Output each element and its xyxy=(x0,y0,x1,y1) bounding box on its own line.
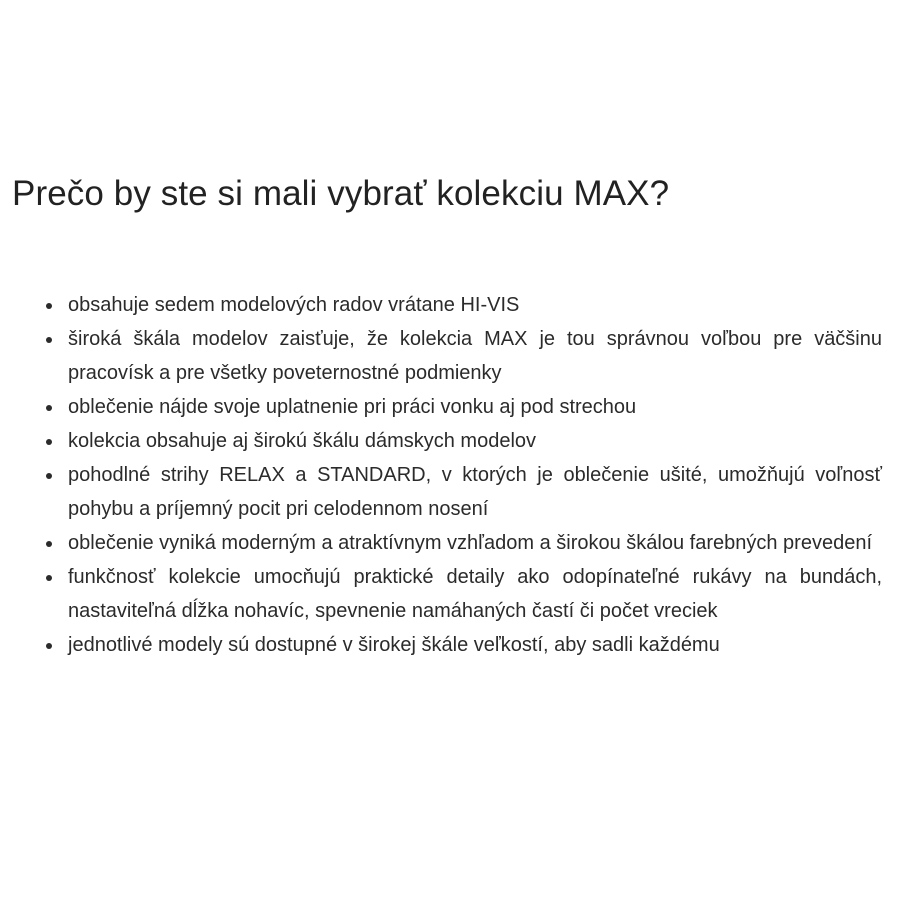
content-section xyxy=(12,168,882,656)
feature-item: oblečenie vyniká moderným a atraktívnym vzhľadom a širokou škálou farebných prevedení xyxy=(68,526,882,560)
feature-list xyxy=(68,288,882,662)
page-heading: Prečo by ste si mali vybrať kolekciu MAX? xyxy=(12,174,670,213)
feature-item: jednotlivé modely sú dostupné v širokej škále veľkostí, aby sadli každému xyxy=(68,628,882,662)
feature-item: oblečenie nájde svoje uplatnenie pri práci vonku aj pod strechou xyxy=(68,390,882,424)
feature-item: kolekcia obsahuje aj širokú škálu dámskych modelov xyxy=(68,424,882,458)
feature-item: pohodlné strihy RELAX a STANDARD, v ktorých je oblečenie ušité, umožňujú voľnosť pohybu a príjemný pocit pri celodennom nosení xyxy=(68,458,882,526)
feature-item: obsahuje sedem modelových radov vrátane HI-VIS xyxy=(68,288,882,322)
feature-item: funkčnosť kolekcie umocňujú praktické detaily ako odopínateľné rukávy na bundách, nastaviteľná dĺžka nohavíc, spevnenie namáhaných častí či počet vreciek xyxy=(68,560,882,628)
feature-item: široká škála modelov zaisťuje, že kolekcia MAX je tou správnou voľbou pre väčšinu pracovísk a pre všetky poveternostné podmienky xyxy=(68,322,882,390)
